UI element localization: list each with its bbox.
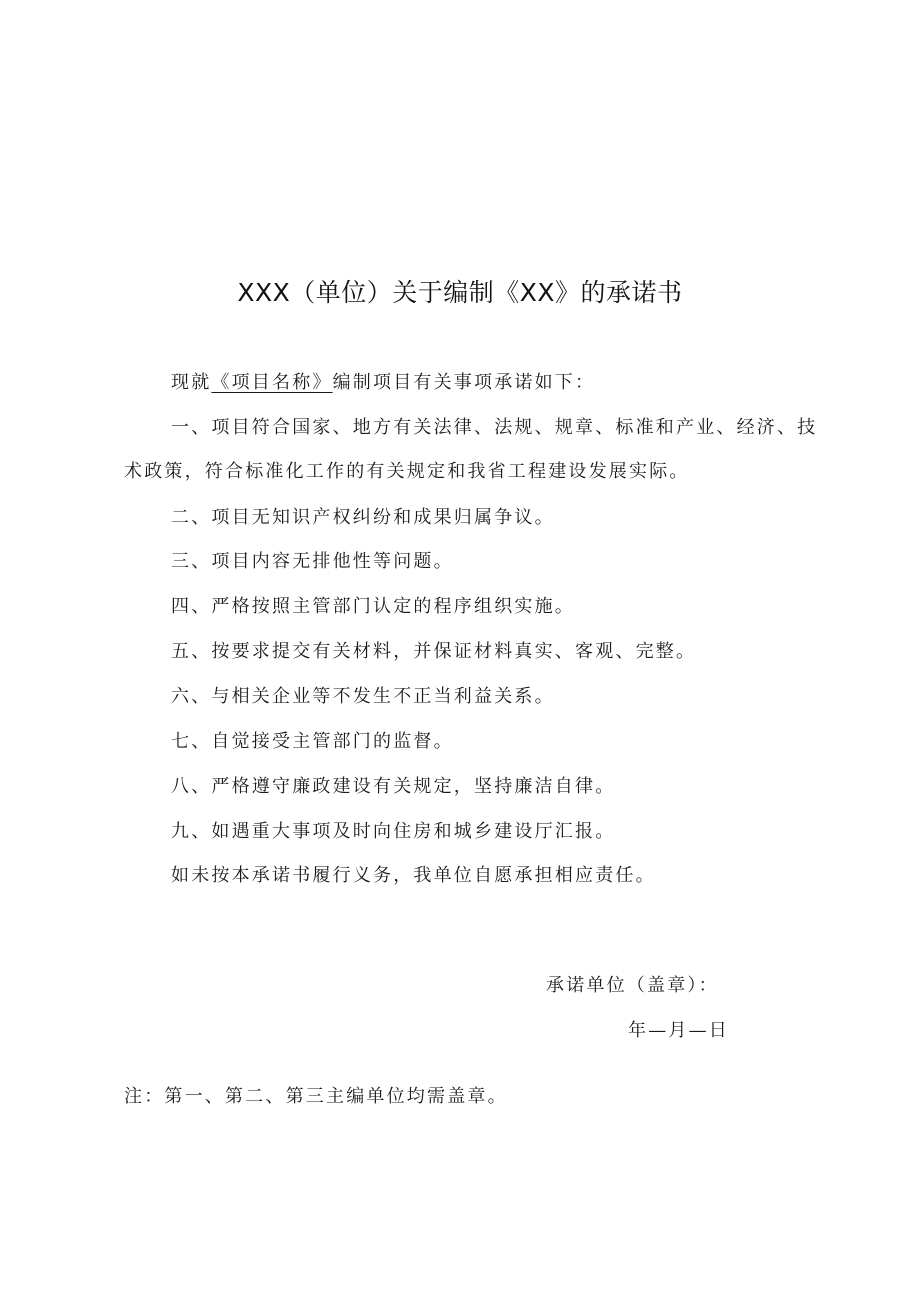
- commitment-item-5: 五、按要求提交有关材料，并保证材料真实、客观、完整。: [171, 641, 697, 662]
- commitment-item-2: 二、项目无知识产权纠纷和成果归属争议。: [171, 507, 555, 528]
- signing-unit-label: 承诺单位（盖章）：: [546, 975, 719, 996]
- commitment-item-7: 七、自觉接受主管部门的监督。: [171, 731, 454, 752]
- commitment-item-6: 六、与相关企业等不发生不正当利益关系。: [171, 686, 555, 707]
- commitment-item-3: 三、项目内容无排他性等问题。: [171, 551, 454, 572]
- commitment-item-8: 八、严格遵守廉政建设有关规定，坚持廉洁自律。: [171, 776, 616, 797]
- intro-prefix: 现就: [171, 372, 212, 393]
- commitment-item-1-line-1: 一、项目符合国家、地方有关法律、法规、规章、标准和产业、经济、技: [171, 417, 818, 438]
- intro-paragraph: [171, 370, 595, 396]
- project-name-placeholder: 《项目名称》: [211, 372, 333, 393]
- liability-statement: 如未按本承诺书履行义务，我单位自愿承担相应责任。: [171, 865, 656, 886]
- intro-suffix: 编制项目有关事项承诺如下：: [332, 372, 596, 393]
- commitment-item-1-line-2: 术政策，符合标准化工作的有关规定和我省工程建设发展实际。: [124, 461, 690, 482]
- date-label: 年—月—日: [628, 1020, 729, 1041]
- footnote: 注：第一、第二、第三主编单位均需盖章。: [124, 1086, 508, 1107]
- commitment-item-4: 四、严格按照主管部门认定的程序组织实施。: [171, 596, 575, 617]
- commitment-item-9: 九、如遇重大事项及时向住房和城乡建设厅汇报。: [171, 821, 616, 842]
- document-title: XXX（单位）关于编制《XX》的承诺书: [237, 278, 683, 307]
